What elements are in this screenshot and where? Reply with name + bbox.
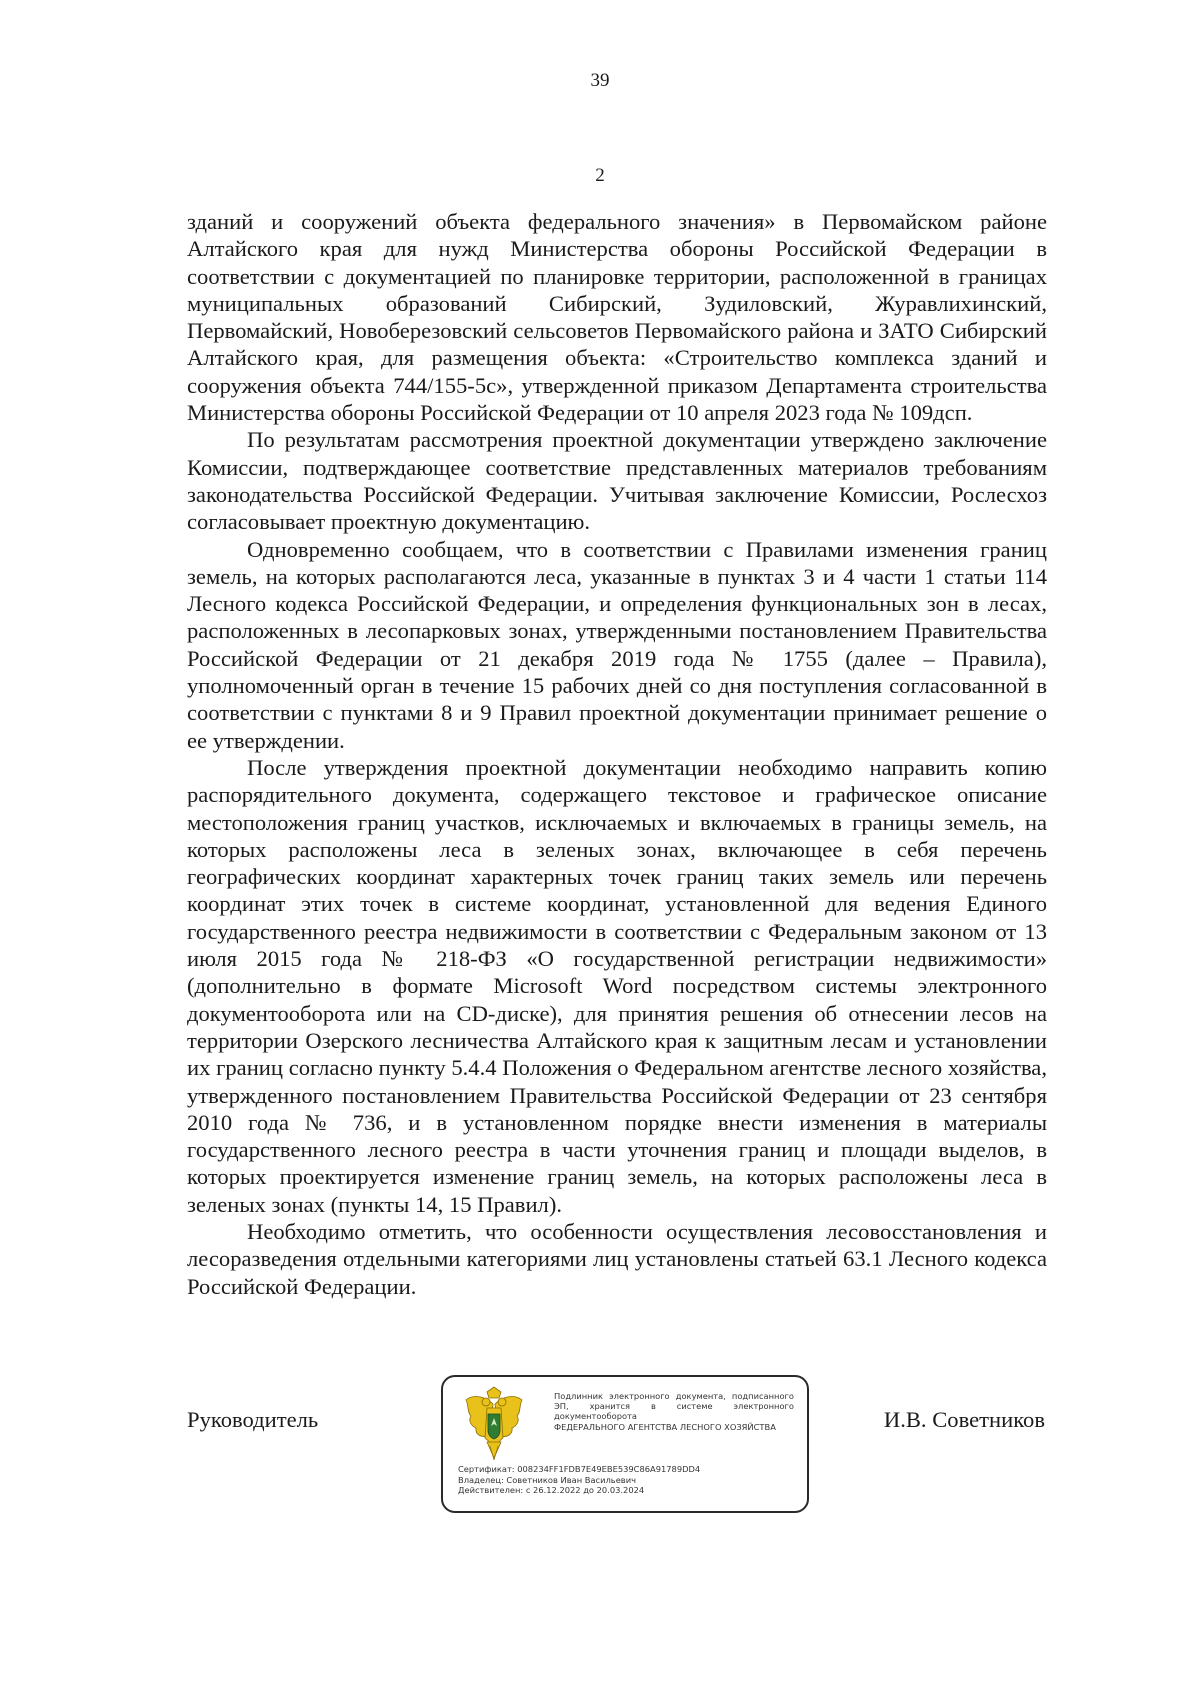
page-number-inner: 2 bbox=[595, 165, 605, 186]
paragraph-reforestation-note: Необходимо отметить, что особенности осуществления лесовосстановления и лесоразведения отдельными категориями лиц установлены статьей 63.1 Лесного кодекса Российской Федерации. bbox=[187, 1218, 1047, 1299]
paragraph-commission-conclusion: По результатам рассмотрения проектной документации утверждено заключение Комиссии, подтверждающее соответствие представленных материалов требованиям законодательства Российской Федерации. Учитывая заключение Комиссии, Рослесхоз согласовывает проектную документацию. bbox=[187, 427, 1047, 535]
stamp-certificate: Сертификат: 008234FF1FDB7E49EBE539C86A91789DD4 bbox=[458, 1464, 701, 1474]
stamp-header-text: Подлинник электронного документа, подписанного ЭП, хранится в системе электронного документооборота bbox=[554, 1391, 794, 1422]
stamp-owner: Владелец: Советников Иван Васильевич bbox=[458, 1474, 636, 1485]
stamp-organization: ФЕДЕРАЛЬНОГО АГЕНТСТВА ЛЕСНОГО ХОЗЯЙСТВА bbox=[554, 1421, 776, 1432]
paragraph-after-approval: После утверждения проектной документации необходимо направить копию распорядительного документа, содержащего текстовое и графическое описание местоположения границ участков, исключаемых и включаемых в границы земель, на которых расположены леса в зеленых зонах, включающее в себя перечень географических координат характерных точек границ таких земель или перечень координат этих точек в системе координат, установленной для ведения Единого государственного реестра недвижимости в соответствии с Федеральным законом от 13 июля 2015 года № 218-ФЗ «О государственной регистрации недвижимости» (дополнительно в формате Microsoft Word посредством системы электронного документооборота или на CD-диске), для принятия решения об отнесении лесов на территории Озерского лесничества Алтайского края к защитным лесам и установлении их границ согласно пункту 5.4.4 Положения о Федеральном агентстве лесного хозяйства, утвержденного постановлением Правительства Российской Федерации от 23 сентября 2010 года № 736, и в установленном порядке внести изменения в материалы государственного лесного реестра в части уточнения границ и площади выделов, в которых проектируется изменение границ земель, на которых расположены леса в зеленых зонах (пункты 14, 15 Правил). bbox=[187, 754, 1047, 1217]
page-number-top: 39 bbox=[590, 70, 610, 91]
signatory-name: И.В. Советников bbox=[883, 1407, 1045, 1432]
stamp-header bbox=[554, 1391, 794, 1432]
stamp-validity: Действителен: с 26.12.2022 до 20.03.2024 bbox=[458, 1485, 645, 1496]
paragraph-rules-notice: Одновременно сообщаем, что в соответствии с Правилами изменения границ земель, на которых располагаются леса, указанные в пунктах 3 и 4 части 1 статьи 114 Лесного кодекса Российской Федерации, и определения функциональных зон в лесах, расположенных в лесопарковых зонах, утвержденными постановлением Правительства Российской Федерации от 21 декабря 2019 года № 1755 (далее – Правила), уполномоченный орган в течение 15 рабочих дней со дня поступления согласованной в соответствии с пунктами 8 и 9 Правил проектной документации принимает решение о ее утверждении. bbox=[187, 536, 1047, 753]
paragraph-continuation: зданий и сооружений объекта федерального значения» в Первомайском районе Алтайского края для нужд Министерства обороны Российской Федерации в соответствии с документацией по планировке территории, расположенной в границах муниципальных образований Сибирский, Зудиловский, Журавлихинский, Первомайский, Новоберезовский сельсоветов Первомайского района и ЗАТО Сибирский Алтайского края, для размещения объекта: «Строительство комплекса зданий и сооружения объекта 744/155-5с», утвержденной приказом Департамента строительства Министерства обороны Российской Федерации от 10 апреля 2023 года № 109дсп. bbox=[187, 209, 1047, 426]
signatory-position: Руководитель bbox=[187, 1407, 319, 1432]
electronic-signature-stamp bbox=[441, 1375, 809, 1513]
letter-body bbox=[187, 208, 1047, 1300]
stamp-details bbox=[458, 1464, 700, 1496]
double-headed-eagle-emblem-icon bbox=[463, 1386, 525, 1462]
